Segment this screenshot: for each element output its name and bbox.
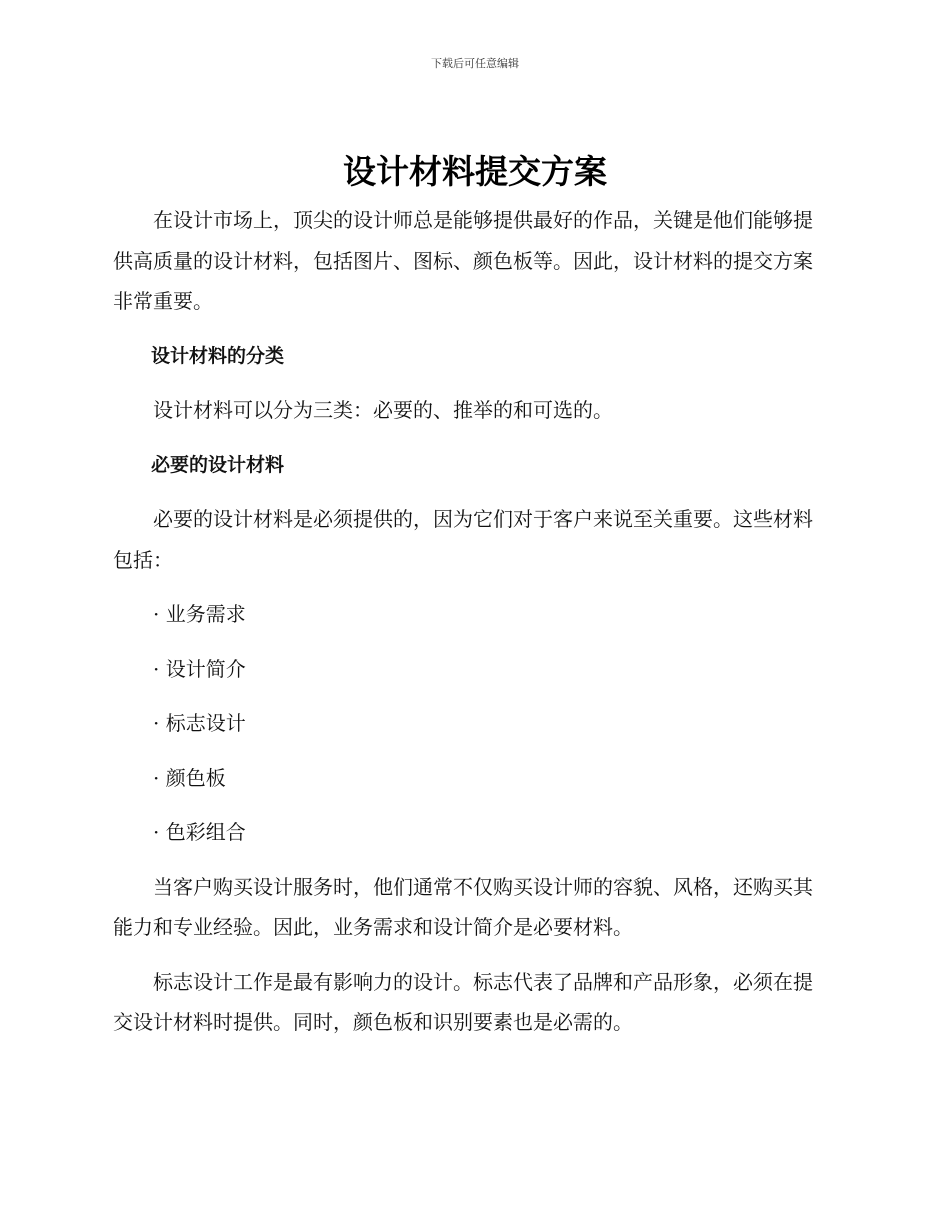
section-heading-required: 必要的设计材料	[151, 453, 285, 476]
list-item: · 业务需求	[153, 602, 246, 626]
list-item: · 色彩组合	[153, 820, 246, 844]
required-paragraph: 必要的设计材料是必须提供的，因为它们对于客户来说至关重要。这些材料包括：	[113, 507, 813, 572]
categories-paragraph: 设计材料可以分为三类：必要的、推举的和可选的。	[153, 398, 613, 422]
section-heading-categories: 设计材料的分类	[151, 344, 285, 367]
list-item: · 设计简介	[153, 656, 246, 681]
list-item: · 标志设计	[153, 711, 246, 735]
header-note: 下载后可任意编辑	[431, 57, 519, 70]
logo-paragraph: 标志设计工作是最有影响力的设计。标志代表了品牌和产品形象，必须在提交设计材料时提供。同时，颜色板和识别要素也是必需的。	[113, 969, 813, 1034]
document-body	[113, 200, 831, 1043]
list-item: · 颜色板	[153, 765, 226, 790]
document-title: 设计材料提交方案	[343, 152, 607, 191]
intro-paragraph: 在设计市场上，顶尖的设计师总是能够提供最好的作品，关键是他们能够提供高质量的设计材料，包括图片、图标、颜色板等。因此，设计材料的提交方案非常重要。	[113, 208, 813, 313]
clients-paragraph: 当客户购买设计服务时，他们通常不仅购买设计师的容貌、风格，还购买其能力和专业经验。因此，业务需求和设计简介是必要材料。	[113, 874, 813, 939]
